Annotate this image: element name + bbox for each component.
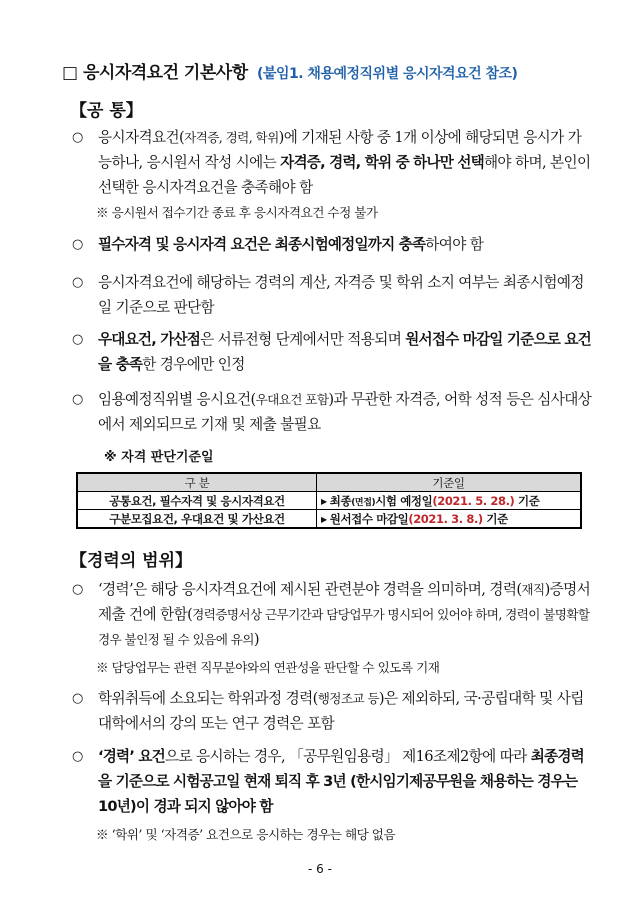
- career-item-1: ○ ‘경력’은 해당 응시자격요건에 제시된 관련분야 경력을 의미하며, 경력(재직)증명서 제출 건에 한함(경력증명서상 근무기간과 담당업무가 명시되어 있어야 하며, 경력이 불명확할 경우 불인정 될 수 있음에 유의): [72, 581, 591, 648]
- table-cell-date: ▶ 원서접수 마감일(2021. 3. 8.) 기준: [317, 510, 582, 529]
- table-cell-date: ▶ 최종(면접)시험 예정일(2021. 5. 28.) 기준: [317, 492, 582, 510]
- table-row: [77, 510, 581, 529]
- common-item-1: ○ 응시자격요건(자격증, 경력, 학위)에 기재된 사항 중 1개 이상에 해당되면 응시가 가능하나, 응시원서 작성 시에는 자격증, 경력, 학위 중 하나만 선택해야 하며, 본인이 선택한 응시자격요건을 충족해야 함: [72, 125, 592, 200]
- common-item-4: ○ 우대요건, 가산점은 서류전형 단계에서만 적용되며 원서접수 마감일 기준으로 요건을 충족한 경우에만 인정: [72, 331, 591, 373]
- common-heading: 【공 통】: [70, 101, 143, 121]
- table-header-cell: 기준일: [317, 473, 582, 492]
- section-title: [62, 58, 517, 83]
- page-number: - 6 -: [308, 862, 332, 876]
- table-header-cell: 구 분: [77, 473, 317, 492]
- common-item-5: ○ 임용예정직위별 응시요건(우대요건 포함)과 무관한 자격증, 어학 성적 등은 심사대상에서 제외되므로 기재 및 제출 불필요: [72, 391, 592, 433]
- career-note-1: ※ 담당업무는 관련 직무분야와의 연관성을 판단할 수 있도록 기재: [96, 660, 440, 675]
- triangle-right-icon: ▶: [321, 514, 327, 524]
- table-cell-label: 구분모집요건, 우대요건 및 가산요건: [77, 510, 317, 529]
- career-item-2: ○ 학위취득에 소요되는 학위과정 경력(행정조교 등)은 제외하되, 국·공립대학 및 사립대학에서의 강의 또는 연구 경력은 포함: [72, 690, 584, 732]
- career-item-3: ○ ‘경력’ 요건으로 응시하는 경우, 「공무원임용령」 제16조제2항에 따라 최종경력을 기준으로 시험공고일 현재 퇴직 후 3년 (한시임기제공무원을 채용하는 경우는 10년)이 경과 되지 않아야 함: [72, 748, 584, 815]
- career-note-2: ※ ‘학위’ 및 ‘자격증’ 요건으로 응시하는 경우는 해당 없음: [96, 827, 396, 842]
- bullet: ○: [72, 130, 83, 145]
- criteria-table: [76, 472, 582, 529]
- section-title-reference: (붙임1. 채용예정직위별 응시자격요건 참조): [257, 66, 518, 82]
- career-heading: 【경력의 범위】: [70, 551, 193, 571]
- common-item-2: ○ 필수자격 및 응시자격 요건은 최종시험예정일까지 충족하여야 함: [72, 236, 484, 253]
- table-header-row: [77, 473, 581, 492]
- section-title-main: □ 응시자격요건 기본사항: [62, 63, 248, 83]
- triangle-right-icon: ▶: [321, 496, 327, 506]
- criteria-note: ※ 자격 판단기준일: [104, 450, 214, 465]
- table-row: [77, 492, 581, 510]
- common-item-3: ○ 응시자격요건에 해당하는 경력의 계산, 자격증 및 학위 소지 여부는 최종시험예정일 기준으로 판단함: [72, 274, 584, 316]
- table-cell-label: 공통요건, 필수자격 및 응시자격요건: [77, 492, 317, 510]
- common-note-1: ※ 응시원서 접수기간 종료 후 응시자격요건 수정 불가: [96, 205, 378, 220]
